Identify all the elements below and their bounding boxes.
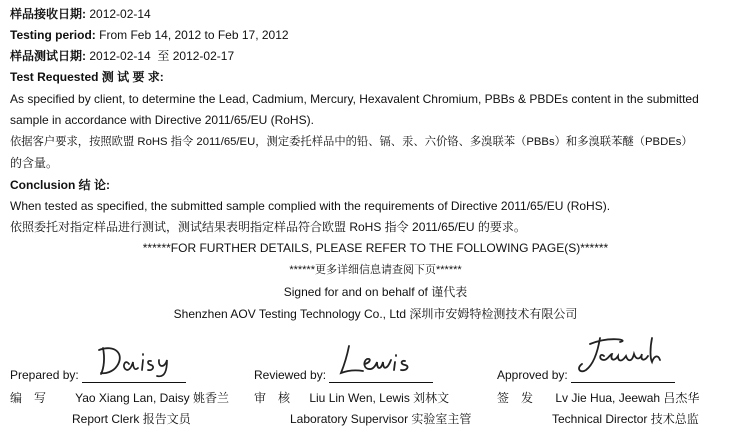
prepared-by-label: Prepared by: xyxy=(10,368,79,382)
prepared-by-name: Yao Xiang Lan, Daisy 姚香兰 xyxy=(75,391,229,405)
conclusion-en: When tested as specified, the submitted sample complied with the requirements of Directive 2011/65/EU (RoHS). xyxy=(10,199,611,213)
test-requested-label: Test Requested 测 试 要 求: xyxy=(10,70,164,84)
prepared-by-row xyxy=(10,368,186,383)
receive-date-row xyxy=(10,7,151,22)
reviewed-by-cn-role: 审 核 xyxy=(254,391,291,405)
approved-by-label: Approved by: xyxy=(497,368,568,382)
reviewed-by-label: Reviewed by: xyxy=(254,368,327,382)
further-details-en: ******FOR FURTHER DETAILS, PLEASE REFER TO THE FOLLOWING PAGE(S)****** xyxy=(142,241,609,255)
approved-by-cn-role: 签 发 xyxy=(497,391,534,405)
reviewed-by-title: Laboratory Supervisor 实验室主管 xyxy=(290,412,472,426)
testing-period-value: From Feb 14, 2012 to Feb 17, 2012 xyxy=(99,28,289,42)
reviewed-by-name-row xyxy=(254,391,449,406)
test-date-label: 样品测试日期: xyxy=(10,49,86,63)
test-date-row xyxy=(10,49,234,64)
testing-period-row xyxy=(10,28,289,43)
prepared-by-title: Report Clerk 报告文员 xyxy=(72,412,191,426)
receive-date-label: 样品接收日期: xyxy=(10,7,86,21)
approved-by-name-row xyxy=(497,391,699,406)
approved-by-row xyxy=(497,368,675,383)
approved-by-signature-line xyxy=(571,368,675,383)
test-requested-cn-1: 依据客户要求，按照欧盟 RoHS 指令 2011/65/EU，测定委托样品中的铅、镉、汞、六价铬、多溴联苯（PBBs）和多溴联苯醚（PBDEs） xyxy=(10,136,693,148)
approved-by-title: Technical Director 技术总监 xyxy=(552,412,699,426)
signed-on-behalf: Signed for and on behalf of 谨代表 xyxy=(283,285,468,299)
company-name: Shenzhen AOV Testing Technology Co., Ltd 深圳市安姆特检测技术有限公司 xyxy=(173,307,578,321)
test-requested-en-2: sample in accordance with Directive 2011/65/EU (RoHS). xyxy=(10,113,314,127)
testing-period-label: Testing period: xyxy=(10,28,96,42)
reviewed-by-signature-line xyxy=(329,368,433,383)
approved-by-name: Lv Jie Hua, Jeewah 吕杰华 xyxy=(555,391,700,405)
reviewed-by-name: Liu Lin Wen, Lewis 刘林文 xyxy=(309,391,450,405)
further-details-cn: ******更多详细信息请查阅下页****** xyxy=(289,264,462,276)
test-requested-en-1: As specified by client, to determine the Lead, Cadmium, Mercury, Hexavalent Chromium, PBBs & PBDEs content in the submitted xyxy=(10,92,699,106)
conclusion-cn: 依照委托对指定样品进行测试，测试结果表明指定样品符合欧盟 RoHS 指令 2011/65/EU 的要求。 xyxy=(10,220,526,234)
conclusion-label: Conclusion 结 论: xyxy=(10,178,110,192)
reviewed-by-row xyxy=(254,368,433,383)
prepared-by-name-row xyxy=(10,391,229,406)
receive-date-value: 2012-02-14 xyxy=(89,7,151,21)
test-requested-cn-2: 的含量。 xyxy=(10,156,59,170)
test-date-value: 2012-02-14 至 2012-02-17 xyxy=(89,49,235,63)
prepared-by-signature-line xyxy=(82,368,186,383)
prepared-by-cn-role: 编 写 xyxy=(10,391,47,405)
